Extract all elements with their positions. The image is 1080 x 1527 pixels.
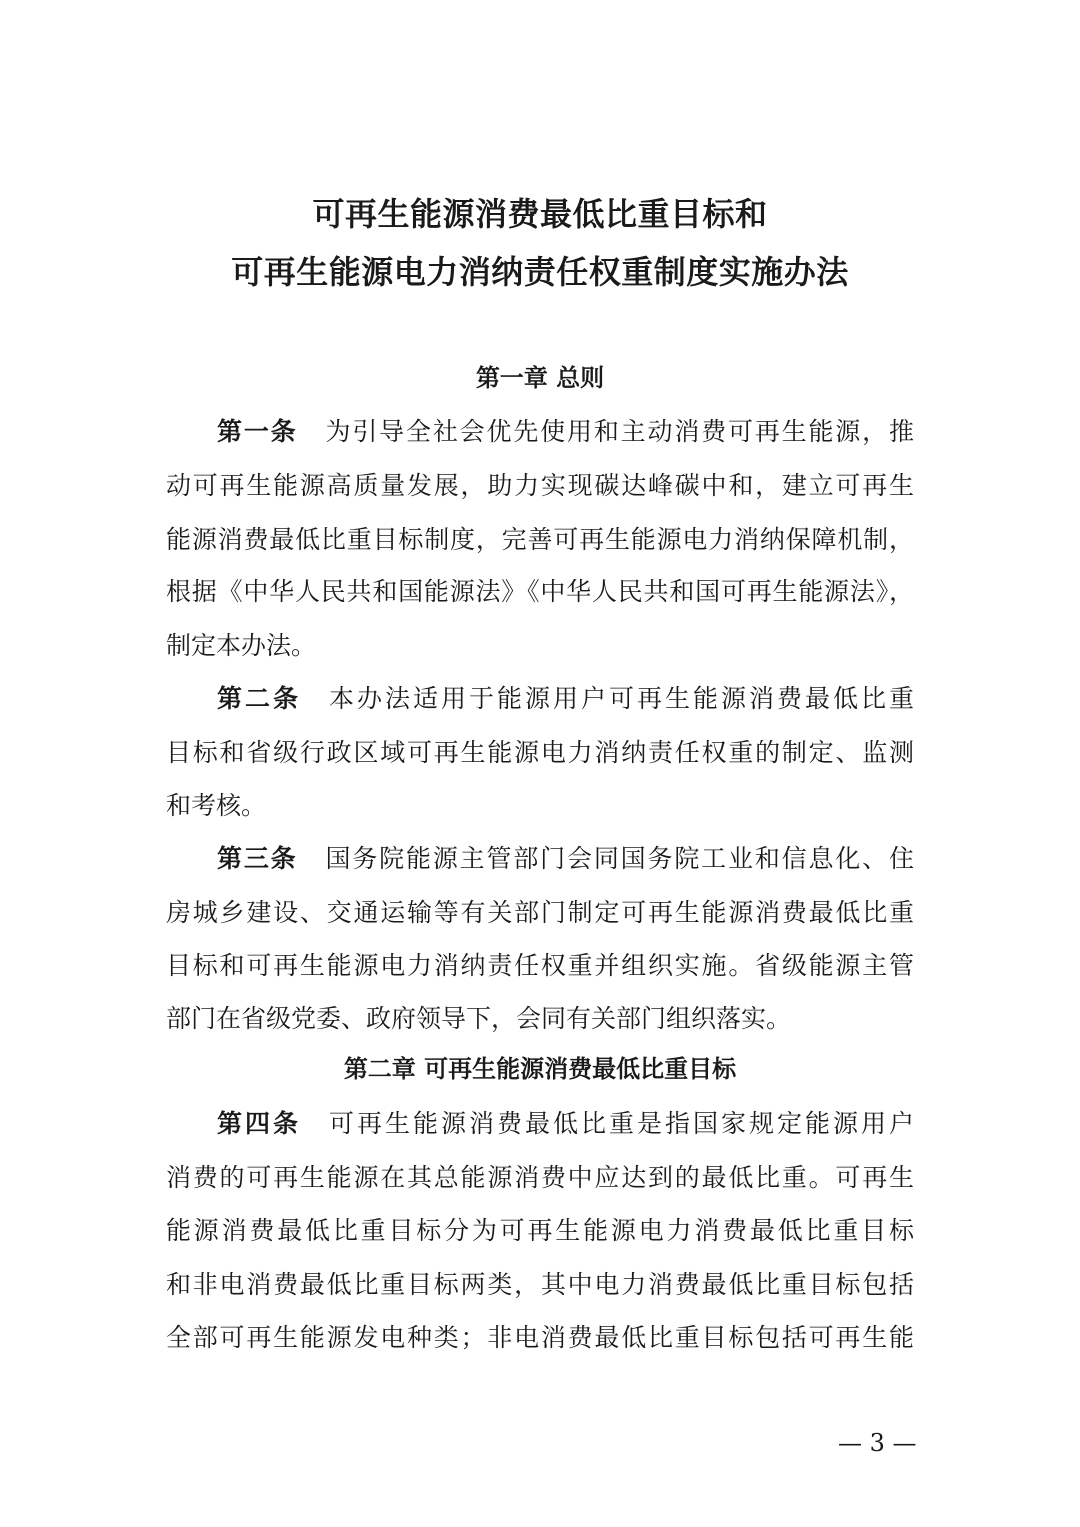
article-1-line: 动可再生能源高质量发展，助力实现碳达峰碳中和，建立可再生	[166, 471, 914, 500]
article-4-label: 第四条	[217, 1109, 301, 1138]
article-3-line	[217, 843, 914, 875]
article-3-text: 国务院能源主管部门会同国务院工业和信息化、住	[325, 844, 914, 873]
article-4-line	[217, 1108, 914, 1140]
chapter-2-heading: 第二章 可再生能源消费最低比重目标	[343, 1055, 737, 1083]
page-number: — 3 —	[838, 1429, 917, 1457]
article-2-text: 本办法适用于能源用户可再生能源消费最低比重	[329, 684, 914, 713]
article-3-line: 部门在省级党委、政府领导下，会同有关部门组织落实。	[166, 1004, 792, 1033]
article-2-label: 第二条	[217, 684, 301, 713]
page-title-line-2: 可再生能源电力消纳责任权重制度实施办法	[231, 253, 849, 291]
article-4-line: 和非电消费最低比重目标两类，其中电力消费最低比重目标包括	[166, 1270, 914, 1299]
article-2-line: 目标和省级行政区域可再生能源电力消纳责任权重的制定、监测	[166, 738, 914, 767]
article-1-label: 第一条	[217, 417, 298, 446]
article-4-line: 消费的可再生能源在其总能源消费中应达到的最低比重。可再生	[166, 1163, 914, 1192]
article-4-line: 全部可再生能源发电种类；非电消费最低比重目标包括可再生能	[166, 1323, 914, 1352]
chapter-1-heading: 第一章 总则	[475, 364, 605, 392]
article-3-line: 房城乡建设、交通运输等有关部门制定可再生能源消费最低比重	[166, 898, 914, 927]
article-1-text: 为引导全社会优先使用和主动消费可再生能源，推	[325, 417, 914, 446]
article-1-line: 根据《中华人民共和国能源法》《中华人民共和国可再生能源法》，	[166, 577, 914, 606]
article-1-line: 能源消费最低比重目标制度，完善可再生能源电力消纳保障机制，	[166, 525, 914, 554]
article-2-line	[217, 683, 914, 715]
article-3-label: 第三条	[217, 844, 298, 873]
article-2-line: 和考核。	[166, 791, 267, 820]
article-4-text: 可再生能源消费最低比重是指国家规定能源用户	[329, 1109, 914, 1138]
article-1-line: 制定本办法。	[166, 631, 317, 660]
page-title-line-1: 可再生能源消费最低比重目标和	[312, 195, 768, 233]
article-1-line	[217, 416, 914, 448]
article-3-line: 目标和可再生能源电力消纳责任权重并组织实施。省级能源主管	[166, 951, 914, 980]
article-4-line: 能源消费最低比重目标分为可再生能源电力消费最低比重目标	[166, 1216, 914, 1245]
